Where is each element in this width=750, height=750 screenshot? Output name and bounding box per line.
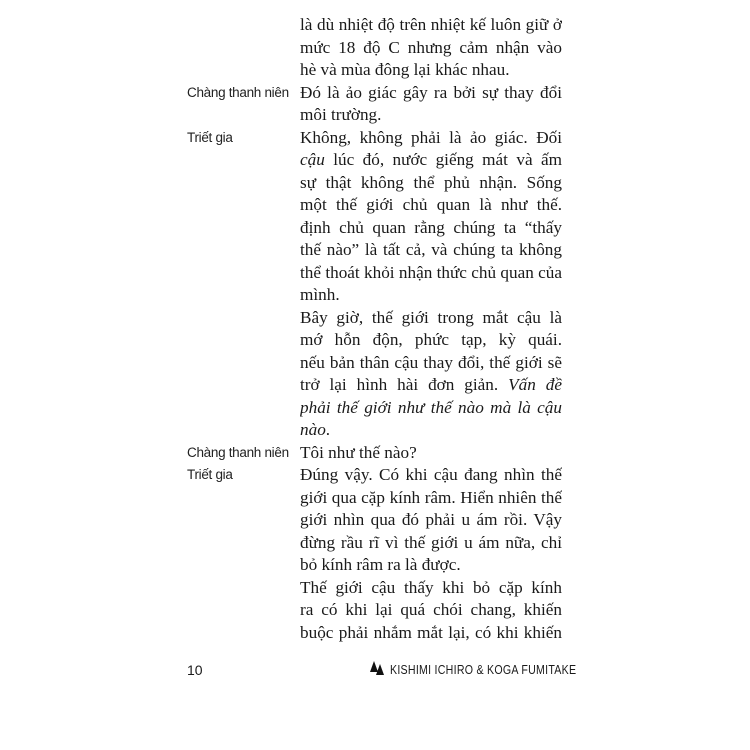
body-text: đừng rầu rĩ vì thế giới u ám nữa, chỉ (300, 532, 562, 552)
body-text: mình. (300, 285, 340, 304)
text-line (300, 419, 562, 441)
text-line (300, 239, 562, 261)
body-text: nếu bản thân cậu thay đổi, thế giới sẽ (300, 352, 562, 372)
speaker-label: Chàng thanh niên (187, 84, 289, 100)
dialogue-row (0, 307, 750, 329)
body-text: Đó là ảo giác gây ra bởi sự thay đổi (300, 82, 562, 102)
body-text: hè và mùa đông lại khác nhau. (300, 60, 510, 79)
body-text: trở lại hình hài đơn giản. (300, 375, 509, 394)
dialogue-row (0, 577, 750, 599)
dialogue-row (0, 172, 750, 194)
page-number: 10 (187, 662, 203, 678)
dialogue-row (0, 532, 750, 554)
text-line (300, 464, 562, 486)
text-line (300, 82, 562, 104)
body-text: là dù nhiệt độ trên nhiệt kế luôn giữ ở (300, 15, 562, 34)
text-line (300, 59, 562, 81)
dialogue-row (0, 217, 750, 239)
dialogue-row (0, 284, 750, 306)
dialogue-row (0, 599, 750, 621)
text-line (300, 14, 562, 36)
text-line (300, 554, 562, 576)
text-line (300, 442, 562, 464)
dialogue-row (0, 82, 750, 104)
text-line (300, 622, 562, 644)
body-text: lúc đó, nước giếng mát và ấm (333, 150, 562, 169)
speaker-label: Chàng thanh niên (187, 444, 289, 460)
body-text: Không, không phải là ảo giác. Đối (300, 127, 562, 147)
dialogue-row (0, 374, 750, 396)
body-text: . (325, 420, 331, 439)
text-line (300, 374, 562, 396)
text-line (300, 487, 562, 509)
dialogue-row (0, 37, 750, 59)
dialogue-row (0, 509, 750, 531)
body-text: một thế giới chủ quan là như thế. (300, 195, 562, 214)
body-text: môi trường. (300, 105, 382, 124)
dialogue-row (0, 14, 750, 36)
text-line (300, 329, 562, 351)
text-line (300, 397, 562, 419)
body-text: thể thoát khỏi nhận thức chủ quan của (300, 262, 562, 282)
dialogue-row (0, 329, 750, 351)
text-line (300, 532, 562, 554)
body-text: mức 18 độ C nhưng cảm nhận vào (300, 37, 562, 57)
dialogue-row (0, 464, 750, 486)
body-text: ra có khi lại quá chói chang, khiến (300, 600, 562, 619)
italic-text: phải thế giới như thế nào mà là cậu (300, 397, 562, 417)
body-text: giới nhìn qua đó phải u ám rồi. Vậy (300, 510, 562, 529)
text-line (300, 37, 562, 59)
dialogue-row (0, 127, 750, 149)
dialogue-row (0, 104, 750, 126)
italic-text: Vấn đề (508, 375, 562, 394)
body-text: thế nào” là tất cả, và chúng ta không (300, 240, 562, 259)
italic-text: nào (300, 420, 326, 439)
body-text: bỏ kính râm ra là được. (300, 555, 461, 574)
dialogue-row (0, 239, 750, 261)
body-text: giới qua cặp kính râm. Hiển nhiên thế (300, 487, 562, 507)
text-line (300, 307, 562, 329)
dialogue-row (0, 487, 750, 509)
dialogue-row (0, 262, 750, 284)
text-line (300, 509, 562, 531)
text-line (300, 194, 562, 216)
dialogue-row (0, 149, 750, 171)
text-line (300, 217, 562, 239)
text-line (300, 284, 562, 306)
body-text: Bây giờ, thế giới trong mắt cậu là (300, 307, 562, 327)
speaker-label: Triết gia (187, 129, 233, 145)
text-line (300, 352, 562, 374)
italic-text: cậu (300, 150, 325, 169)
dialogue-row (0, 554, 750, 576)
dialogue-row (0, 59, 750, 81)
dialogue-row (0, 397, 750, 419)
speaker-label: Triết gia (187, 467, 233, 482)
dialogue-row (0, 352, 750, 374)
running-footer-authors: KISHIMI ICHIRO & KOGA FUMITAKE (390, 663, 577, 677)
dialogue-row (0, 419, 750, 441)
body-text: sự thật không thể phủ nhận. Sống (300, 172, 562, 192)
body-text: Tôi như thế nào? (300, 442, 417, 462)
body-text: buộc phải nhắm mắt lại, có khi khiến (300, 622, 562, 642)
text-line (300, 577, 562, 599)
text-line (300, 172, 562, 194)
body-text: Đúng vậy. Có khi cậu đang nhìn thế (300, 465, 562, 484)
text-line (300, 262, 562, 284)
text-line (300, 127, 562, 149)
body-text: định chủ quan rằng chúng ta “thấy (300, 217, 562, 237)
text-line (300, 104, 562, 126)
dialogue-row (0, 622, 750, 644)
dialogue-row (0, 194, 750, 216)
dialogue-row (0, 442, 750, 464)
body-text: mớ hỗn độn, phức tạp, kỳ quái. (300, 330, 562, 349)
text-line (300, 149, 562, 171)
body-text: Thế giới cậu thấy khi bỏ cặp kính (300, 577, 562, 597)
text-line (300, 599, 562, 621)
tree-logo-icon (370, 660, 386, 676)
